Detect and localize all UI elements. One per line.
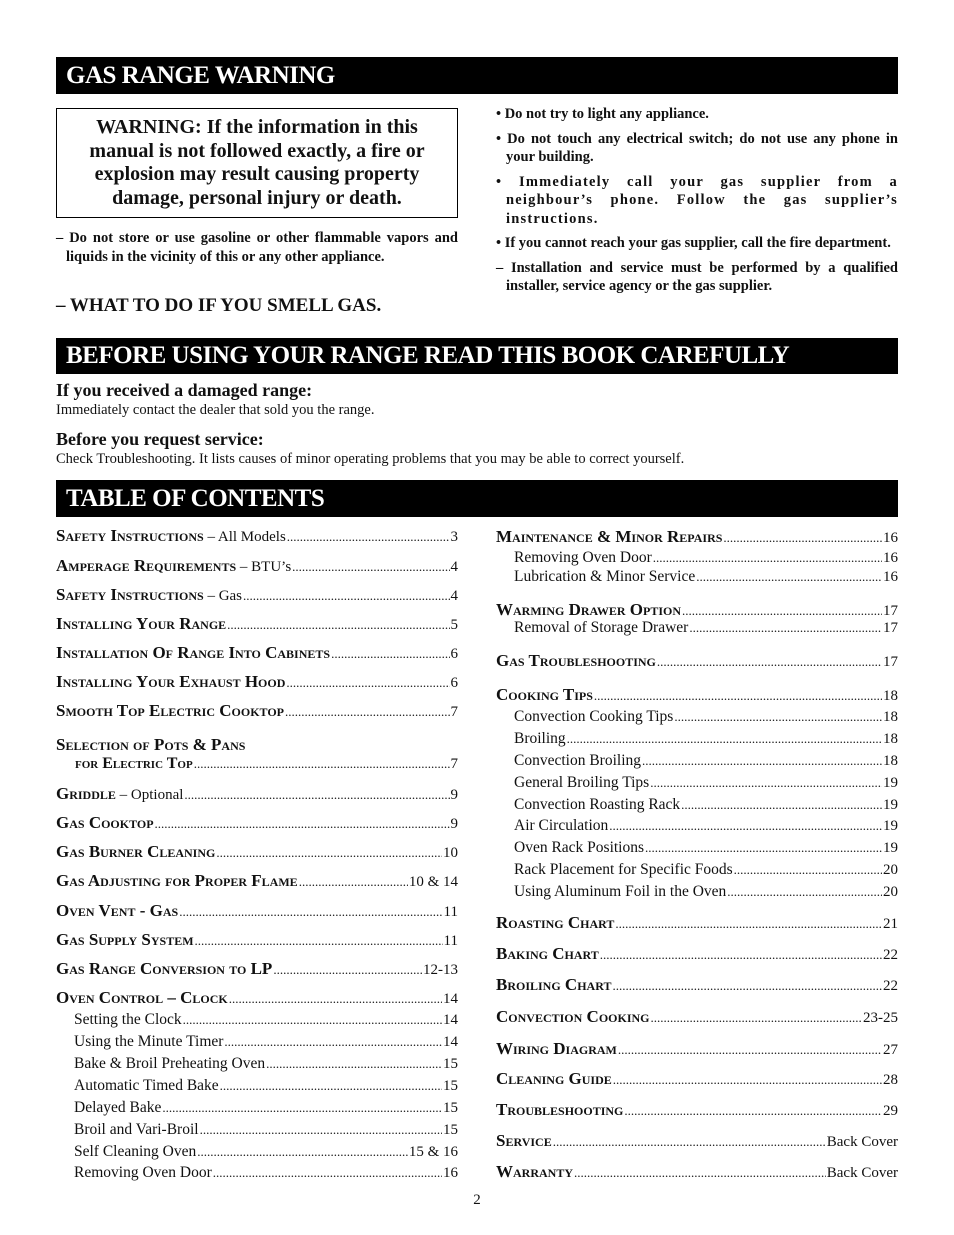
toc-entry-title: Removal of Storage Drawer [514,619,689,636]
toc-entry-title: Removing Oven Door [74,1164,212,1181]
toc-entry-title: Gas Range Conversion to LP [56,959,273,978]
dot-leader [612,978,882,994]
toc-entry-label [496,774,649,792]
toc-entry [56,1121,458,1143]
bullet-2: • Do not touch any electrical switch; do not use any phone in your building. [496,130,898,165]
toc-entry-label [56,643,330,663]
toc-entry [496,1131,898,1153]
toc-entry [56,1099,458,1121]
dot-leader [299,874,408,890]
toc-entry [496,975,898,997]
toc-entry-page: 20 [883,862,898,878]
dot-leader [674,709,882,725]
toc-entry [56,735,458,757]
dot-leader [681,797,882,813]
toc-entry-label [56,842,215,862]
toc-entry-page: 14 [443,991,458,1007]
section-title: BEFORE USING YOUR RANGE READ THIS BOOK CAREFULLY [66,342,790,369]
dot-leader [220,1078,442,1094]
toc-entry [496,796,898,818]
toc-entry [56,901,458,923]
toc-entry-page: 28 [883,1072,898,1088]
dot-leader [266,1056,442,1072]
toc-entry-label [56,672,285,692]
toc-entry [496,730,898,752]
dot-leader [179,904,442,920]
toc-entry-note: – BTU’s [236,559,292,575]
toc-entry-label [496,817,608,835]
toc-entry-label [56,526,286,546]
toc-entry-page: 17 [883,620,898,636]
toc-entry-label [56,871,298,891]
toc-entry-page: 16 [883,530,898,546]
toc-entry [56,701,458,723]
toc-entry [496,1007,898,1029]
dot-leader [650,775,882,791]
dot-leader [657,654,882,670]
dot-leader [197,1144,408,1160]
toc-entry-label [496,975,611,995]
dot-leader [273,962,422,978]
toc-entry-page: 14 [443,1012,458,1028]
toc-entry-title: Cooking Tips [496,685,593,704]
toc-entry-title: Using the Minute Timer [74,1033,224,1050]
toc-entry-page: 4 [450,559,458,575]
toc-entry [56,672,458,694]
toc-entry-label [496,568,695,586]
toc-entry [496,685,898,707]
toc-entry-label [56,614,226,634]
toc-entry-title: Gas Troubleshooting [496,651,656,670]
section-title: TABLE OF CONTENTS [66,485,325,512]
toc-entry-title: Maintenance & Minor Repairs [496,527,723,546]
warning-box [56,108,458,218]
damaged-range-text: Immediately contact the dealer that sold you the range. [56,402,375,418]
toc-entry-page: 12-13 [423,962,458,978]
toc-entry-title: Convection Cooking [496,1007,650,1026]
toc-entry-page: 6 [450,675,458,691]
toc-entry-page: 14 [443,1034,458,1050]
toc-entry-title: Installing Your Range [56,614,227,633]
toc-entry [56,556,458,578]
toc-entry-page: 9 [450,787,458,803]
toc-entry-page: 16 [883,569,898,585]
toc-entry-page: 21 [883,916,898,932]
dot-leader [195,933,443,949]
toc-entry-title: Lubrication & Minor Service [514,568,696,585]
toc-entry-note: – Gas [203,588,243,604]
dot-leader [689,620,882,636]
dot-leader [594,688,882,704]
dot-leader [184,787,449,803]
dot-leader [286,675,449,691]
toc-entry-page: 27 [883,1042,898,1058]
bullet-5: – Installation and service must be performed by a qualified installer, service agency or the gas supplier. [496,259,898,294]
toc-entry-label [56,755,193,773]
toc-entry [496,1162,898,1184]
toc-entry [496,752,898,774]
toc-entry-title: Automatic Timed Bake [74,1077,219,1094]
gas-smell-instructions [496,105,898,296]
toc-entry-title: Air Circulation [514,817,609,834]
toc-entry-page: 19 [883,797,898,813]
dot-leader [200,1122,442,1138]
page-number: 2 [473,1192,481,1208]
toc-entry [56,871,458,893]
dot-leader [723,530,882,546]
dot-leader [645,840,882,856]
toc-entry-title: Selection of Pots & Pans [56,735,246,754]
toc-entry-page: 16 [443,1165,458,1181]
toc-entry-title: Broiling Chart [496,975,612,994]
toc-entry-title: Setting the Clock [74,1011,182,1028]
toc-entry [56,585,458,607]
toc-entry-label [56,701,284,721]
toc-entry-title: Gas Burner Cleaning [56,842,216,861]
toc-entry-page: Back Cover [826,1165,898,1181]
dot-leader [243,588,449,604]
toc-entry-label [496,913,614,933]
toc-entry-title: Delayed Bake [74,1099,162,1116]
toc-entry-label [496,861,733,879]
dot-leader [600,947,882,963]
toc-entry-page: 11 [443,904,458,920]
toc-entry-page: 18 [883,731,898,747]
toc-entry-page: 15 & 16 [408,1144,458,1160]
toc-entry-page: 15 [443,1122,458,1138]
toc-entry-title: Broiling [514,730,566,747]
toc-entry-label [56,735,245,755]
toc-entry-title: Cleaning Guide [496,1069,612,1088]
toc-entry [496,1100,898,1122]
toc-entry [496,944,898,966]
toc-entry-label [56,1011,182,1029]
dot-leader [618,1042,882,1058]
request-service-text: Check Troubleshooting. It lists causes of minor operating problems that you may be able to correct yourself. [56,451,685,467]
toc-entry-label [56,1164,212,1182]
dot-leader [292,559,449,575]
dot-leader [609,818,882,834]
toc-entry-page: 18 [883,709,898,725]
toc-entry-label [496,527,722,547]
toc-entry-page: 19 [883,840,898,856]
toc-entry-title: Rack Placement for Specific Foods [514,861,733,878]
toc-entry-title: Self Cleaning Oven [74,1143,197,1160]
toc-entry [496,568,898,590]
toc-entry-title: Bake & Broil Preheating Oven [74,1055,266,1072]
toc-entry-title: Oven Control – Clock [56,988,228,1007]
toc-entry-label [56,1099,161,1117]
toc-entry [56,614,458,636]
dot-leader [224,1034,442,1050]
toc-entry [496,913,898,935]
toc-entry-label [496,549,652,567]
dot-leader [696,569,882,585]
bullet-1: • Do not try to light any appliance. [496,106,709,122]
toc-entry-page: 15 [443,1056,458,1072]
toc-entry-label [496,600,681,620]
toc-entry [56,1143,458,1165]
dot-leader [642,753,882,769]
toc-entry [56,959,458,981]
toc-entry-label [56,556,291,576]
toc-entry-title: Gas Adjusting for Proper Flame [56,871,298,890]
dot-leader [287,529,450,545]
toc-entry [56,1164,458,1186]
toc-entry-label [56,959,272,979]
toc-entry-title: Safety Instructions [56,526,204,545]
toc-entry-page: 10 [443,845,458,861]
toc-entry-title: Installing Your Exhaust Hood [56,672,286,691]
toc-entry-page: 7 [450,704,458,720]
toc-entry-title: Griddle [56,784,116,803]
toc-entry [496,527,898,549]
toc-entry [496,708,898,730]
toc-entry-title: General Broiling Tips [514,774,650,791]
toc-entry-title: Oven Vent - Gas [56,901,179,920]
toc-entry-label [56,1077,219,1095]
dot-leader [734,862,882,878]
toc-entry-label [496,1007,650,1027]
toc-entry-label [496,685,593,705]
toc-entry-page: 19 [883,818,898,834]
toc-entry-title: Smooth Top Electric Cooktop [56,701,284,720]
dot-leader [574,1165,826,1181]
dot-leader [155,816,450,832]
toc-entry-label [496,619,688,637]
toc-entry-title: Safety Instructions [56,585,204,604]
toc-entry-title: Convection Roasting Rack [514,796,681,813]
toc-entry-page: 10 & 14 [408,874,458,890]
toc-entry-title: Baking Chart [496,944,599,963]
dot-leader [553,1134,826,1150]
smell-gas-heading: – WHAT TO DO IF YOU SMELL GAS. [56,295,382,316]
toc-entry-page: 16 [883,550,898,566]
toc-entry-note: – Optional [115,787,184,803]
dot-leader [615,916,882,932]
toc-entry-label [496,651,656,671]
dot-leader [567,731,882,747]
toc-entry [496,817,898,839]
toc-entry-title: Wiring Diagram [496,1039,617,1058]
toc-entry-label [496,883,726,901]
toc-entry-title: Convection Cooking Tips [514,708,674,725]
dot-leader [229,991,442,1007]
toc-entry-label [56,784,183,804]
toc-entry-page: 17 [883,654,898,670]
flammable-note: – Do not store or use gasoline or other flammable vapors and liquids in the vicinity of this or any other appliance. [56,230,458,265]
toc-entry-title: Amperage Requirements [56,556,237,575]
toc-entry [496,774,898,796]
dot-leader [624,1103,882,1119]
toc-entry-page: 4 [450,588,458,604]
toc-entry-label [56,930,194,950]
toc-entry-page: 7 [450,756,458,772]
toc-entry-label [496,796,680,814]
toc-entry-page: 15 [443,1078,458,1094]
toc-entry-title: Broil and Vari-Broil [74,1121,199,1138]
toc-entry [56,930,458,952]
toc-entry-label [56,585,242,605]
toc-entry-title: Warming Drawer Option [496,600,682,619]
toc-entry-label [56,813,154,833]
toc-entry-label [496,730,566,748]
toc-entry [496,861,898,883]
dot-leader [213,1165,442,1181]
section-header-table-of-contents [56,480,898,517]
toc-entry-title: Convection Broiling [514,752,642,769]
dot-leader [613,1072,882,1088]
toc-entry-page: 5 [450,617,458,633]
section-header-gas-range-warning [56,57,898,94]
toc-entry-page: 29 [883,1103,898,1119]
dot-leader [285,704,450,720]
toc-entry-title: Oven Rack Positions [514,839,645,856]
dot-leader [651,1010,863,1026]
toc-entry-note: – All Models [203,529,286,545]
toc-entry-page: 23-25 [863,1010,898,1026]
dot-leader [194,756,450,772]
toc-entry [496,651,898,673]
toc-entry-label [56,1055,265,1073]
toc-entry-title: Warranty [496,1162,573,1181]
toc-entry-page: 15 [443,1100,458,1116]
toc-entry-page: 11 [443,933,458,949]
dot-leader [162,1100,442,1116]
toc-entry-label [496,708,673,726]
toc-entry-page: 6 [450,646,458,662]
toc-entry-label [56,1121,199,1139]
toc-entry [496,619,898,641]
toc-entry-page: 9 [450,816,458,832]
toc-entry-label [496,752,641,770]
toc-entry-title: Troubleshooting [496,1100,624,1119]
toc-entry-label [496,1100,623,1120]
toc-entry [56,988,458,1010]
dot-leader [727,884,882,900]
bullet-4: • If you cannot reach your gas supplier, call the fire department. [496,235,891,251]
bullet-3: • Immediately call your gas supplier from a neighbour’s phone. Follow the gas supplier’s instructions. [496,173,898,227]
dot-leader [682,603,882,619]
toc-entry [496,883,898,905]
toc-entry [56,1011,458,1033]
toc-entry [56,1033,458,1055]
toc-entry-page: 18 [883,753,898,769]
toc-entry-title: Installation Of Range Into Cabinets [56,643,331,662]
dot-leader [227,617,449,633]
section-header-before-using [56,338,898,374]
toc-entry-page: 17 [883,603,898,619]
toc-entry-title: Gas Cooktop [56,813,154,832]
section-title: GAS RANGE WARNING [66,62,335,89]
toc-entry [496,1039,898,1061]
toc-entry [56,1077,458,1099]
dot-leader [183,1012,442,1028]
toc-entry-page: 22 [883,947,898,963]
toc-entry-label [496,1039,617,1059]
toc-entry-page: 22 [883,978,898,994]
toc-entry-title: Removing Oven Door [514,549,652,566]
toc-entry-page: 20 [883,884,898,900]
toc-entry-page: 3 [450,529,458,545]
toc-entry-label [56,988,228,1008]
toc-entry-label [496,1131,552,1151]
toc-entry [56,755,458,777]
toc-entry-title: Roasting Chart [496,913,615,932]
toc-entry-page: 18 [883,688,898,704]
dot-leader [653,550,882,566]
toc-entry-label [56,1033,223,1051]
toc-entry-title: Using Aluminum Foil in the Oven [514,883,727,900]
toc-entry-title: for Electric Top [75,755,193,772]
toc-entry-page: 19 [883,775,898,791]
request-service-title: Before you request service: [56,429,264,449]
toc-entry [496,839,898,861]
toc-entry-page: Back Cover [826,1134,898,1150]
toc-entry [56,813,458,835]
toc-entry-label [496,839,644,857]
toc-entry-title: Gas Supply System [56,930,194,949]
toc-entry-label [496,1162,573,1182]
toc-entry [56,643,458,665]
dot-leader [331,646,449,662]
toc-entry [496,1069,898,1091]
toc-entry [56,526,458,548]
toc-entry-title: Service [496,1131,552,1150]
toc-entry-label [496,1069,612,1089]
warning-text: WARNING: If the information in this manual is not followed exactly, a fire or explosion may result causing property damage, personal injury or death. [89,116,425,209]
toc-entry [56,842,458,864]
toc-entry [56,1055,458,1077]
toc-entry-label [56,901,178,921]
toc-entry-label [56,1143,196,1161]
toc-entry [56,784,458,806]
toc-entry-label [496,944,599,964]
dot-leader [216,845,442,861]
damaged-range-title: If you received a damaged range: [56,380,313,400]
